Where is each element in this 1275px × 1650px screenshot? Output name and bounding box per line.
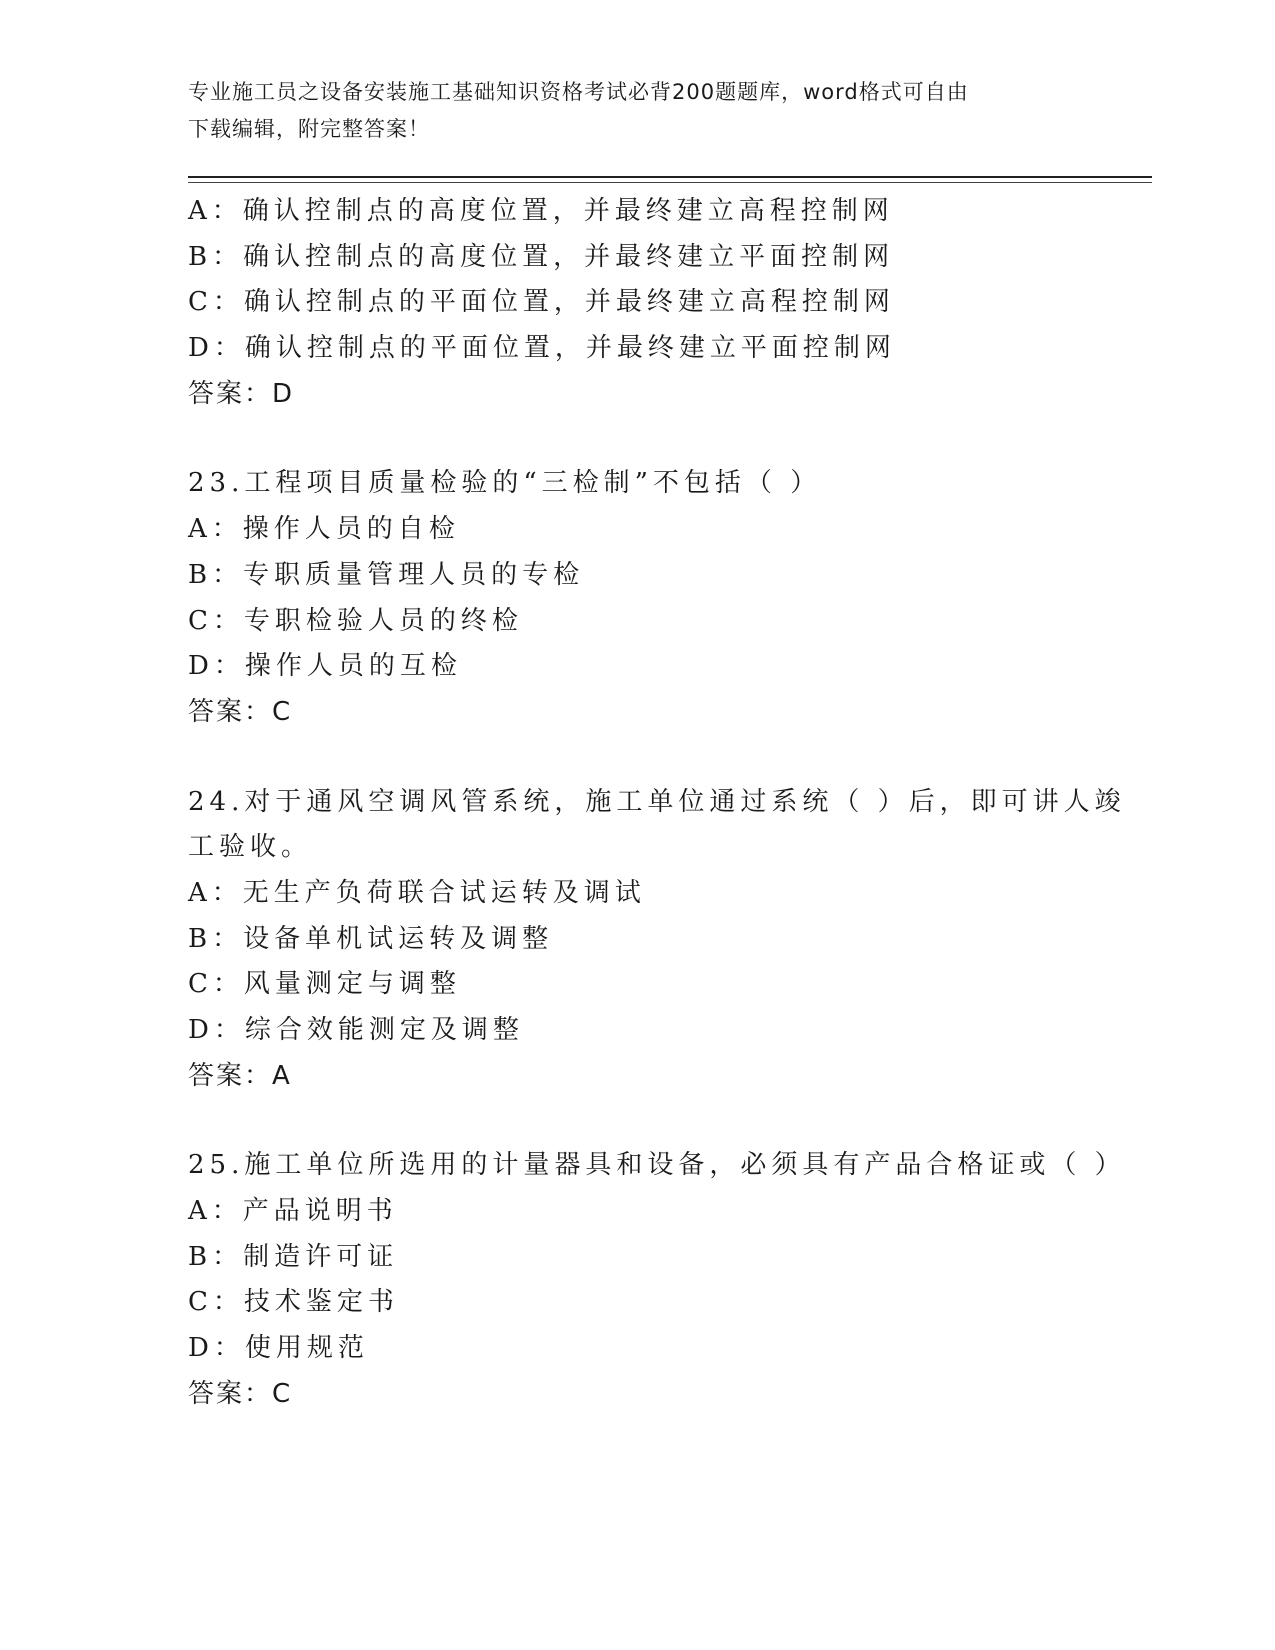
answer: 答案：C <box>188 1378 293 1409</box>
answer: 答案：D <box>188 378 295 409</box>
header-line-1: 专业施工员之设备安装施工基础知识资格考试必背200题题库，word格式可自由 <box>188 80 969 104</box>
question-list <box>188 189 1148 1418</box>
option-b: B：专职质量管理人员的专检 <box>188 559 585 590</box>
question-stem-line-1: 24.对于通风空调风管系统，施工单位通过系统（ ）后，即可讲人竣 <box>188 786 1126 817</box>
question-stem: 23.工程项目质量检验的“三检制”不包括（ ） <box>188 468 822 499</box>
question-24 <box>188 780 1148 1100</box>
question-25 <box>188 1143 1148 1417</box>
question-23 <box>188 461 1148 735</box>
question-spacer <box>188 417 1148 461</box>
header-divider-thin <box>188 182 1152 183</box>
option-a: A：产品说明书 <box>188 1196 398 1227</box>
answer: 答案：A <box>188 1060 292 1091</box>
question-22 <box>188 189 1148 417</box>
question-spacer <box>188 1099 1148 1143</box>
option-d: D：使用规范 <box>188 1333 369 1364</box>
option-c: C：专职检验人员的终检 <box>188 605 523 636</box>
option-d: D：确认控制点的平面位置，并最终建立平面控制网 <box>188 333 896 364</box>
question-spacer <box>188 736 1148 780</box>
option-a: A：操作人员的自检 <box>188 514 460 545</box>
option-b: B：制造许可证 <box>188 1241 399 1272</box>
option-a: A：确认控制点的高度位置，并最终建立高程控制网 <box>188 196 894 226</box>
option-c: C：风量测定与调整 <box>188 969 461 1000</box>
question-stem: 25.施工单位所选用的计量器具和设备，必须具有产品合格证或（ ） <box>188 1150 1126 1181</box>
document-header <box>188 74 1088 148</box>
option-b: B：设备单机试运转及调整 <box>188 923 554 954</box>
option-b: B：确认控制点的高度位置，并最终建立平面控制网 <box>188 241 895 272</box>
option-c: C：技术鉴定书 <box>188 1287 399 1318</box>
header-line-2: 下载编辑，附完整答案！ <box>188 117 430 141</box>
option-a: A：无生产负荷联合试运转及调试 <box>188 877 646 908</box>
option-d: D：综合效能测定及调整 <box>188 1015 524 1045</box>
question-stem-line-2: 工验收。 <box>188 832 313 863</box>
header-divider-thick <box>188 176 1152 178</box>
answer: 答案：C <box>188 696 293 727</box>
option-c: C：确认控制点的平面位置，并最终建立高程控制网 <box>188 287 895 318</box>
option-d: D：操作人员的互检 <box>188 651 462 682</box>
